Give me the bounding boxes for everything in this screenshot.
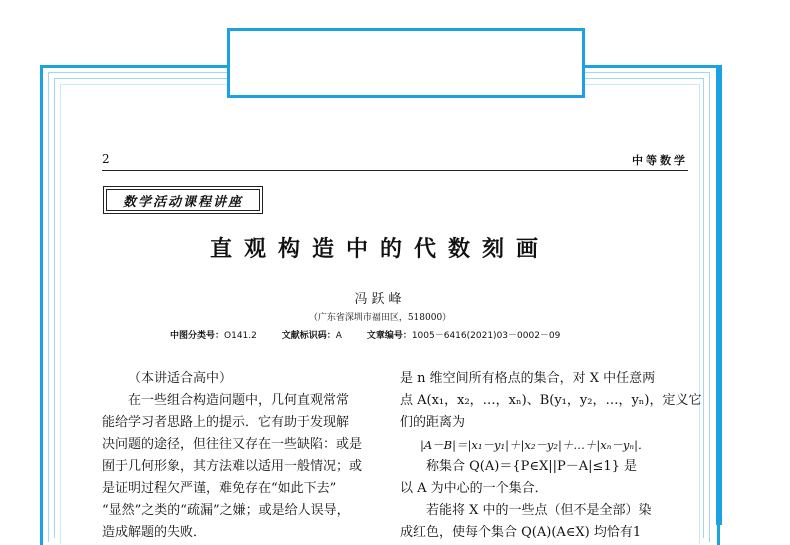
document-page bbox=[70, 106, 702, 540]
paragraph-line: （本讲适合高中） bbox=[128, 371, 233, 386]
lecture-series-label: 数学活动课程讲座 bbox=[106, 189, 260, 211]
page-number: 2 bbox=[102, 152, 110, 166]
distance-formula: |A－B|＝|x₁－y₁|＋|x₂－y₂|＋…＋|xₙ－yₙ|． bbox=[420, 438, 650, 452]
paragraph-line: 决问题的途径，但往往又存在一些缺陷：或是 bbox=[102, 437, 363, 452]
journal-name: 中等数学 bbox=[632, 154, 688, 167]
classification-number: 中图分类号：O141.2 bbox=[170, 331, 257, 341]
paragraph-line: 囿于几何形象，其方法难以适用一般情况；或 bbox=[102, 459, 363, 474]
paragraph-line: “显然”之类的“疏漏”之嫌；或是给人误导， bbox=[102, 503, 350, 518]
decorative-top-box bbox=[227, 28, 585, 98]
page-header bbox=[102, 152, 688, 171]
classification-line bbox=[170, 328, 582, 341]
left-column bbox=[102, 368, 388, 544]
document-code: 文献标识码：A bbox=[281, 331, 342, 341]
paragraph-line: 以 A 为中心的一个集合． bbox=[400, 481, 548, 496]
paragraph-line: 在一些组合构造问题中，几何直观常常 bbox=[128, 393, 350, 408]
paragraph-line: 们的距离为 bbox=[400, 415, 466, 430]
paragraph-line: 成红色，使每个集合 Q(A)(A∈X) 均恰有1 bbox=[400, 525, 642, 540]
paragraph-line: 是 n 维空间所有格点的集合，对 X 中任意两 bbox=[400, 371, 656, 386]
paragraph-line: 是证明过程欠严谨，难免存在“如此下去” bbox=[102, 481, 337, 496]
decorative-side-bar bbox=[716, 65, 722, 525]
article-number: 文章编号：1005－6416(2021)03－0002－09 bbox=[366, 331, 561, 341]
right-column bbox=[400, 368, 702, 544]
paragraph-line: 称集合 Q(A)＝{P∈X||P－A|≤1} 是 bbox=[426, 459, 638, 474]
lecture-series-box bbox=[103, 186, 263, 214]
paragraph-line: 若能将 X 中的一些点（但不是全部）染 bbox=[426, 503, 652, 518]
paragraph-line: 点 A(x₁，x₂，…，xₙ)、B(y₁，y₂，…，yₙ)，定义它 bbox=[400, 393, 702, 408]
article-title: 直观构造中的代数刻画 bbox=[209, 237, 550, 262]
paragraph-line: 能给学习者思路上的提示．它有助于发现解 bbox=[102, 415, 350, 430]
author-affiliation: （广东省深圳市福田区，518000） bbox=[308, 313, 452, 323]
paragraph-line: 造成解题的失败． bbox=[102, 525, 207, 540]
article-author: 冯跃峰 bbox=[354, 292, 406, 307]
